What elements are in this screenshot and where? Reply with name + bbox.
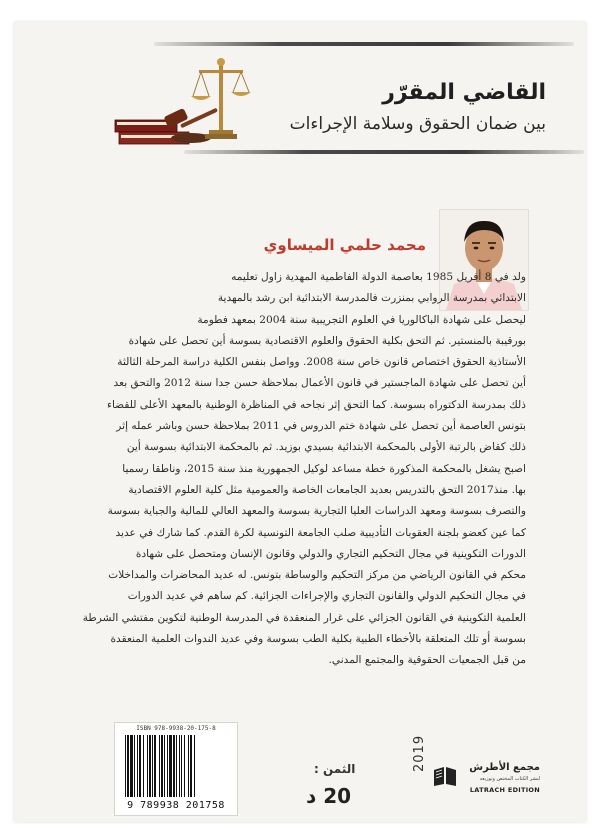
barcode-bar	[164, 735, 165, 797]
barcode-bar	[125, 735, 126, 797]
barcode-bar	[176, 735, 177, 797]
bio-line: بتونس العاصمة أين تحصل على شهادة ختم الدروس في 2011 بملاحظة حسن وباشر عمله إثر	[116, 420, 526, 433]
bio-line: بها. منذ2017 التحق بالتدريس بعديد الجامعات الخاصة والعمومية مثل كلية العلوم الاقتصادية	[128, 483, 526, 496]
barcode-bar	[147, 735, 148, 797]
isbn-digits: 9 789938 201758	[127, 800, 225, 811]
barcode-bar	[179, 735, 180, 797]
isbn-label: ISBN 978-9938-20-175-8	[136, 725, 216, 732]
barcode-bar	[173, 735, 175, 797]
barcode-bar	[127, 735, 129, 797]
barcode-bar	[154, 735, 156, 797]
barcode-bar	[159, 735, 160, 797]
barcode-bar	[169, 735, 172, 797]
bio-line: الأستاذية الحقوق اختصاص قانون خاص سنة 2008. وواصل بنفس الكلية دراسة المرحلة الثالثة	[117, 356, 526, 369]
publication-year: 2019	[412, 734, 427, 772]
bio-line: الدورات التكوينية في مجال التحكيم التجاري والدولي وقانون الإنسان ومتحصل على شهادة	[135, 547, 526, 560]
book-subtitle: بين ضمان الحقوق وسلامة الإجراءات	[289, 114, 546, 134]
author-name: محمد حلمي الميساوي	[263, 236, 426, 254]
barcode-bar	[184, 735, 185, 797]
barcode-bar	[149, 735, 151, 797]
bio-line: بورقيبة بالمنستير. ثم التحق بكلية الحقوق والعلوم الاقتصادية بسوسة أين تحصل على شهادة	[128, 334, 526, 347]
publisher-logo	[432, 762, 542, 812]
top-divider	[154, 42, 574, 46]
publisher-latin-name: LATRACH EDITION	[469, 786, 540, 794]
barcode-bar	[152, 735, 153, 797]
back-cover	[14, 22, 586, 822]
barcode-icon	[123, 735, 229, 799]
barcode-bar	[181, 735, 182, 797]
bio-line: العلمية التكوينية في القانون الجزائي على غرار المنعقدة في المدرسة الوطنية لتكوين مفتشي الشرطة	[82, 611, 526, 624]
bio-line: ليحصل على شهادة الباكالوريا في العلوم التجريبية سنة 2004 بمعهد فطومة	[197, 313, 526, 326]
bio-line: والتصرف بسوسة ومعهد الدراسات العليا التجارية بسوسة والمعهد العالي للمالية والجباية بسوسة	[107, 505, 526, 518]
barcode-bar	[137, 735, 138, 797]
barcode-bar	[190, 735, 192, 797]
publisher-arabic-name: مجمع الأطرش	[469, 762, 540, 773]
isbn-barcode	[114, 722, 238, 816]
open-book-icon	[432, 762, 458, 788]
bio-line: اصبح يشغل بالمحكمة المذكورة خطة مساعد لوكيل الجمهورية منذ سنة 2015، وناطقا رسميا	[122, 462, 526, 475]
bio-line: من قبل الجمعيات الحقوقية والمجتمع المدني.	[328, 654, 526, 667]
bio-line: ولد في 8 أفريل 1985 بعاصمة الدولة الفاطمية المهدية زاول تعليمه	[231, 271, 526, 283]
barcode-bar	[188, 735, 189, 797]
barcode-bar	[130, 735, 133, 797]
barcode-bar	[167, 735, 168, 797]
price-value: 20 د	[306, 784, 352, 808]
bio-line: ذلك كقاض بالرتبة الأولى بالمحكمة الابتدائية بسيدي بوزيد. ثم بالمحكمة الابتدائية بسوسة أين	[126, 441, 526, 454]
bio-line: ذلك بمدرسة الدكتوراه بسوسة. كما التحق إثر نجاحه في المناظرة الوطنية بالمعهد الأعلى للقضاء	[106, 398, 526, 411]
author-biography	[64, 267, 526, 672]
publisher-tagline: لنشر الكتاب المختص وتوزيعه	[479, 776, 540, 782]
bio-line: أين تحصل على شهادة الماجستير في قانون الأعمال بملاحظة حسن جدا سنة 2012 والتحق بعد	[113, 377, 526, 390]
bio-line: الابتدائي بمدرسة الروابي بمنزرت فالمدرسة الابتدائية ابن رشد بالمهدية	[217, 292, 526, 305]
bio-line: في مجال التحكيم الدولي والقانون التجاري والإجراءات الجزائية. كم ساهم في عديد الدورات	[127, 590, 526, 603]
bio-line: كما عين كعضو بلجنة العقوبات التأديبية صلب الجامعة التونسية لكرة القدم. كما شارك في عديد	[115, 526, 526, 539]
book-title: القاضي المقرّر	[382, 80, 546, 105]
barcode-bar	[139, 735, 141, 797]
bio-line: بسوسة أو تلك المتعلقة بالأخطاء الطبية بكلية الطب بسوسة وفي عديد الندوات العلمية المنعقدة	[110, 633, 526, 646]
bottom-divider	[184, 150, 584, 154]
barcode-bar	[194, 735, 195, 797]
bio-line: محكم في القانون الرياضي من مركز التحكيم والوساطة بتونس. له عديد المحاضرات والمداخلات	[108, 569, 526, 582]
barcode-bar	[143, 735, 144, 797]
barcode-bar	[161, 735, 163, 797]
barcode-bar	[134, 735, 135, 797]
justice-scales-gavel-icon	[109, 52, 269, 148]
price-label: الثمن :	[314, 762, 356, 776]
